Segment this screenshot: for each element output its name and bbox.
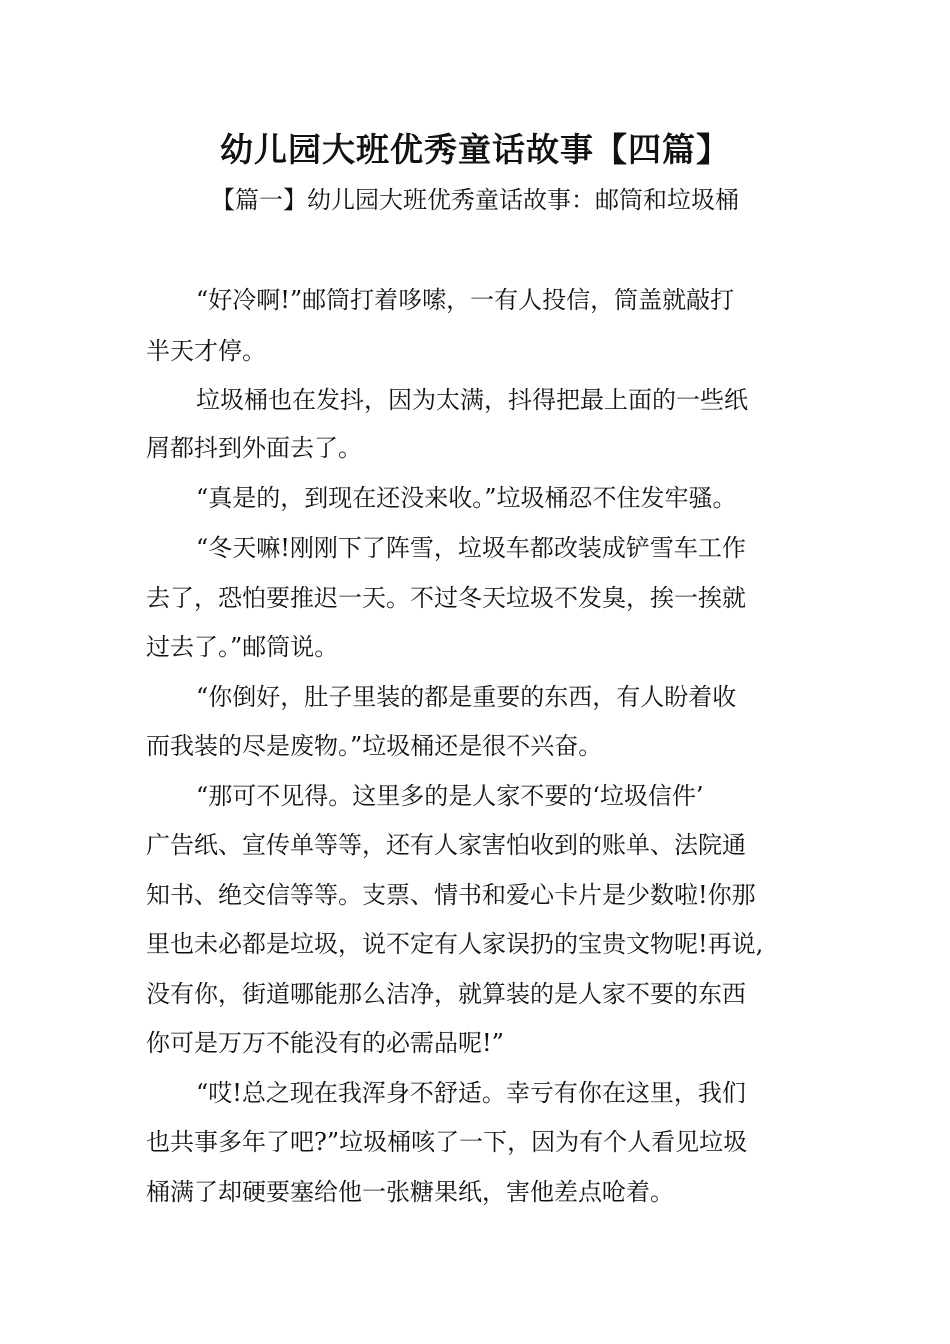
paragraph-line: 屑都抖到外面去了。 bbox=[146, 434, 362, 462]
paragraph-line: “冬天嘛!刚刚下了阵雪，垃圾车都改装成铲雪车工作 bbox=[196, 534, 746, 562]
paragraph-line: 而我装的尽是废物。”垃圾桶还是很不兴奋。 bbox=[146, 732, 603, 760]
paragraph-line: 知书、绝交信等等。支票、情书和爱心卡片是少数啦!你那 bbox=[146, 881, 756, 909]
paragraph-line: 过去了。”邮筒说。 bbox=[146, 633, 339, 661]
paragraph-line: 广告纸、宣传单等等，还有人家害怕收到的账单、法院通 bbox=[146, 831, 746, 859]
paragraph-line: 去了，恐怕要推迟一天。不过冬天垃圾不发臭，挨一挨就 bbox=[146, 584, 746, 612]
section-heading: 【篇一】幼儿园大班优秀童话故事：邮筒和垃圾桶 bbox=[211, 186, 739, 214]
paragraph-line: “好冷啊!”邮筒打着哆嗦，一有人投信，筒盖就敲打 bbox=[196, 286, 735, 314]
paragraph-line: 垃圾桶也在发抖，因为太满，抖得把最上面的一些纸 bbox=[196, 386, 748, 414]
paragraph-line: “你倒好，肚子里装的都是重要的东西，有人盼着收 bbox=[196, 683, 737, 711]
paragraph-line: 没有你，街道哪能那么洁净，就算装的是人家不要的东西 bbox=[146, 980, 746, 1008]
paragraph-line: 也共事多年了吧?”垃圾桶咳了一下，因为有个人看见垃圾 bbox=[146, 1128, 748, 1156]
paragraph-line: “那可不见得。这里多的是人家不要的‘垃圾信件’ bbox=[196, 782, 704, 810]
paragraph-line: 你可是万万不能没有的必需品呢!” bbox=[146, 1029, 504, 1057]
paragraph-line: 里也未必都是垃圾，说不定有人家误扔的宝贵文物呢!再说, bbox=[146, 930, 764, 958]
paragraph-line: “哎!总之现在我浑身不舒适。幸亏有你在这里，我们 bbox=[196, 1079, 746, 1107]
document-title: 幼儿园大班优秀童话故事【四篇】 bbox=[220, 130, 730, 169]
paragraph-line: 桶满了却硬要塞给他一张糖果纸，害他差点呛着。 bbox=[146, 1178, 674, 1206]
paragraph-line: 半天才停。 bbox=[146, 337, 266, 365]
paragraph-line: “真是的，到现在还没来收。”垃圾桶忍不住发牢骚。 bbox=[196, 484, 737, 512]
